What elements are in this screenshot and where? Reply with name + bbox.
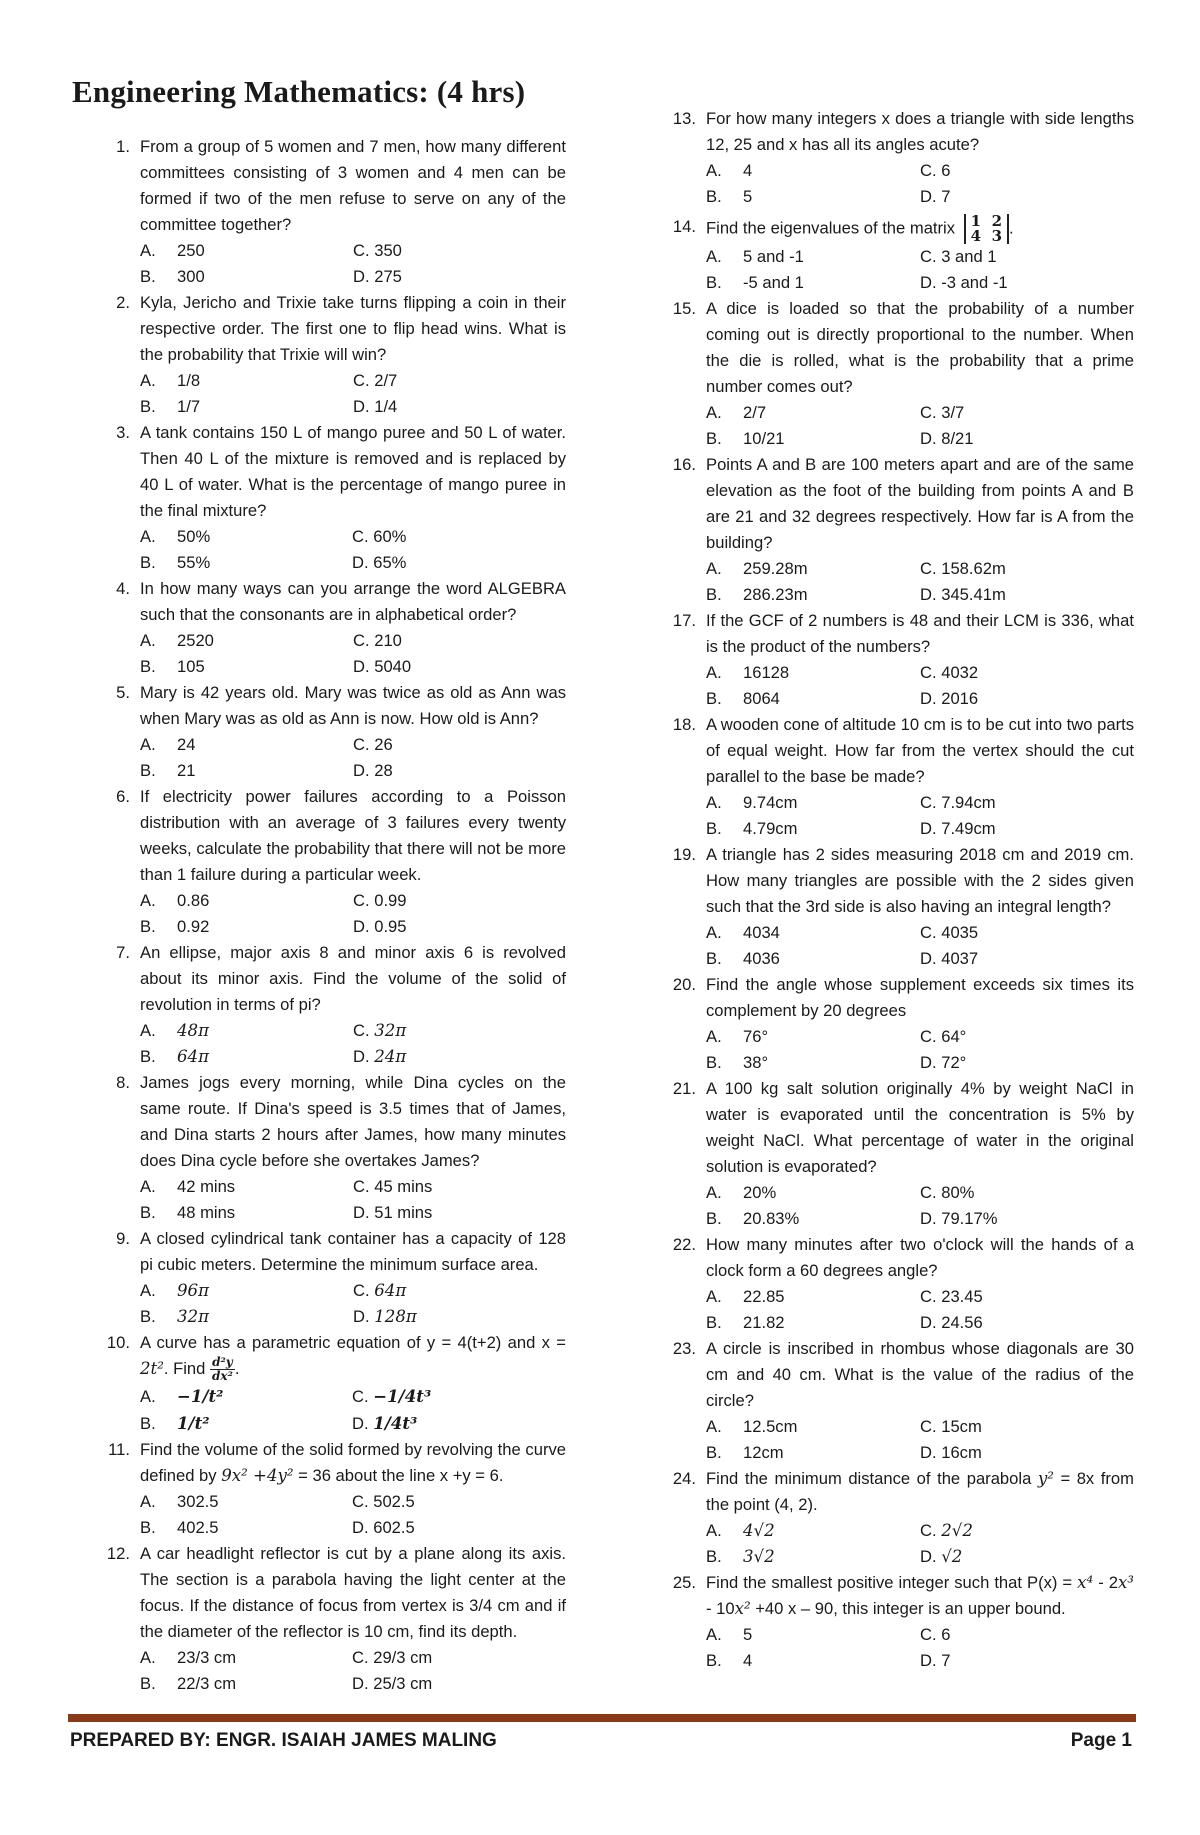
question-6 bbox=[100, 784, 566, 940]
option-d: D. 51 mins bbox=[353, 1203, 433, 1222]
question-2 bbox=[100, 290, 566, 420]
option-b: B. 64π bbox=[140, 1047, 210, 1066]
option-d: D. -3 and -1 bbox=[920, 273, 1008, 292]
option-d: D. 24.56 bbox=[920, 1313, 983, 1332]
option-d: D. 8/21 bbox=[920, 429, 974, 448]
question-number: 17. bbox=[672, 611, 696, 630]
question-text: A circle is inscribed in rhombus whose diagonals are 30 cm and 40 cm. What is the value of the radius of the circle? bbox=[706, 1339, 1134, 1410]
options bbox=[706, 1284, 1134, 1336]
option-a: A. 4034 bbox=[706, 923, 780, 942]
option-b: B. 10/21 bbox=[706, 429, 785, 448]
options bbox=[140, 628, 566, 680]
question-text: How many minutes after two o'clock will the hands of a clock form a 60 degrees angle? bbox=[706, 1235, 1134, 1280]
option-a: A. 250 bbox=[140, 241, 205, 260]
options bbox=[140, 1278, 566, 1330]
question-9 bbox=[100, 1226, 566, 1330]
question-4 bbox=[100, 576, 566, 680]
option-b: B. 21 bbox=[140, 761, 196, 780]
option-d: D. 7 bbox=[920, 187, 951, 206]
question-text: A closed cylindrical tank container has a capacity of 128 pi cubic meters. Determine the minimum surface area. bbox=[140, 1229, 566, 1274]
option-b: B. 48 mins bbox=[140, 1203, 236, 1222]
footer-page-number: Page 1 bbox=[1070, 1730, 1132, 1751]
options bbox=[706, 158, 1134, 210]
question-10 bbox=[100, 1330, 566, 1437]
option-b: B. 286.23m bbox=[706, 585, 808, 604]
option-a: A. 5 and -1 bbox=[706, 247, 804, 266]
option-d: D. 1/4 bbox=[353, 397, 398, 416]
option-a: A. 76° bbox=[706, 1027, 769, 1046]
question-number: 25. bbox=[672, 1573, 696, 1592]
option-d: D. 72° bbox=[920, 1053, 967, 1072]
options bbox=[140, 1018, 566, 1070]
question-text: A 100 kg salt solution originally 4% by weight NaCl in water is evaporated until the concentration is 5% by weight NaCl. What percentage of water in the original solution is evaporated? bbox=[706, 1079, 1134, 1176]
question-number: 13. bbox=[672, 109, 696, 128]
option-a: A. 50% bbox=[140, 527, 211, 546]
option-d: D. 5040 bbox=[353, 657, 412, 676]
question-14 bbox=[666, 214, 1134, 296]
option-a: A. 1/8 bbox=[140, 371, 201, 390]
option-c: C. 80% bbox=[920, 1183, 975, 1202]
matrix: 1 2 4 3 bbox=[964, 214, 1009, 244]
options bbox=[140, 1383, 566, 1437]
option-d: D. √2 bbox=[920, 1547, 963, 1566]
option-b: B. 38° bbox=[706, 1053, 769, 1072]
option-b: B. 20.83% bbox=[706, 1209, 800, 1228]
option-c: C. 64° bbox=[920, 1027, 967, 1046]
option-d: D. 24π bbox=[353, 1047, 407, 1066]
option-c: C. 45 mins bbox=[353, 1177, 433, 1196]
question-text: Mary is 42 years old. Mary was twice as old as Ann was when Mary was as old as Ann is now. How old is Ann? bbox=[140, 683, 566, 728]
option-a: A. 12.5cm bbox=[706, 1417, 798, 1436]
options bbox=[706, 1414, 1134, 1466]
question-11 bbox=[100, 1437, 566, 1541]
option-c: C. 26 bbox=[353, 735, 393, 754]
question-number: 16. bbox=[672, 455, 696, 474]
option-a: A. −1/t² bbox=[140, 1386, 224, 1407]
question-number: 4. bbox=[116, 579, 130, 598]
option-a: A. 2/7 bbox=[706, 403, 767, 422]
question-5 bbox=[100, 680, 566, 784]
question-number: 3. bbox=[116, 423, 130, 442]
option-a: A. 259.28m bbox=[706, 559, 808, 578]
question-number: 5. bbox=[116, 683, 130, 702]
question-1 bbox=[100, 134, 566, 290]
question-text: A tank contains 150 L of mango puree and 50 L of water. Then 40 L of the mixture is removed and is replaced by 40 L of water. What is the percentage of mango puree in the final mixture? bbox=[140, 423, 566, 520]
options bbox=[140, 368, 566, 420]
option-b: B. 22/3 cm bbox=[140, 1674, 237, 1694]
question-number: 23. bbox=[672, 1339, 696, 1358]
option-c: C. 29/3 cm bbox=[352, 1648, 433, 1668]
question-23 bbox=[666, 1336, 1134, 1466]
question-22 bbox=[666, 1232, 1134, 1336]
option-c: C. 4032 bbox=[920, 663, 979, 682]
option-a: A. 20% bbox=[706, 1183, 777, 1202]
right-column bbox=[666, 106, 1134, 1674]
option-b: B. 12cm bbox=[706, 1443, 784, 1462]
options bbox=[706, 556, 1134, 608]
option-c: C. 350 bbox=[353, 241, 402, 260]
option-b: B. 105 bbox=[140, 657, 205, 676]
options bbox=[706, 244, 1134, 296]
option-b: B. 32π bbox=[140, 1307, 210, 1326]
question-12 bbox=[100, 1541, 566, 1697]
option-a: A. 302.5 bbox=[140, 1492, 219, 1512]
question-20 bbox=[666, 972, 1134, 1076]
option-c: C. 64π bbox=[353, 1281, 407, 1300]
option-c: C. 23.45 bbox=[920, 1287, 983, 1306]
footer-rule bbox=[68, 1714, 1136, 1722]
options bbox=[140, 1645, 566, 1697]
question-number: 19. bbox=[672, 845, 696, 864]
option-c: C. 6 bbox=[920, 161, 951, 180]
question-number: 11. bbox=[108, 1440, 130, 1460]
option-b: B. 4036 bbox=[706, 949, 780, 968]
option-c: C. 6 bbox=[920, 1625, 951, 1644]
option-a: A. 0.86 bbox=[140, 891, 210, 910]
option-b: B. 4.79cm bbox=[706, 819, 798, 838]
left-column bbox=[100, 134, 566, 1697]
option-a: A. 96π bbox=[140, 1281, 210, 1300]
question-text: If the GCF of 2 numbers is 48 and their LCM is 336, what is the product of the numbers? bbox=[706, 611, 1134, 656]
option-d: D. 275 bbox=[353, 267, 402, 286]
question-number: 1. bbox=[116, 137, 130, 156]
question-number: 14. bbox=[672, 217, 696, 236]
question-15 bbox=[666, 296, 1134, 452]
question-number: 12. bbox=[106, 1544, 130, 1564]
option-c: C. 4035 bbox=[920, 923, 979, 942]
option-d: D. 1/4t³ bbox=[352, 1413, 418, 1434]
option-d: D. 7.49cm bbox=[920, 819, 996, 838]
options bbox=[706, 1024, 1134, 1076]
option-a: A. 9.74cm bbox=[706, 793, 798, 812]
options bbox=[140, 888, 566, 940]
question-number: 8. bbox=[116, 1073, 130, 1092]
question-text: In how many ways can you arrange the word ALGEBRA such that the consonants are in alphabetical order? bbox=[140, 579, 566, 624]
question-number: 18. bbox=[672, 715, 696, 734]
question-text: Find the minimum distance of the parabola y² = 8x from the point (4, 2). bbox=[706, 1469, 1134, 1514]
option-c: C. 210 bbox=[353, 631, 402, 650]
question-number: 20. bbox=[672, 975, 696, 994]
options bbox=[706, 400, 1134, 452]
option-c: C. 7.94cm bbox=[920, 793, 996, 812]
option-c: C. 3/7 bbox=[920, 403, 965, 422]
option-d: D. 2016 bbox=[920, 689, 979, 708]
question-number: 21. bbox=[672, 1079, 696, 1098]
option-c: C. 3 and 1 bbox=[920, 247, 997, 266]
question-number: 2. bbox=[116, 293, 130, 312]
question-text: From a group of 5 women and 7 men, how many different committees consisting of 3 women and 4 men can be formed if two of the men refuse to serve on any of the committee together? bbox=[140, 137, 566, 234]
option-b: B. 55% bbox=[140, 553, 211, 572]
question-number: 15. bbox=[672, 299, 696, 318]
options bbox=[706, 1518, 1134, 1570]
option-b: B. -5 and 1 bbox=[706, 273, 804, 292]
option-d: D. 0.95 bbox=[353, 917, 407, 936]
question-number: 22. bbox=[672, 1235, 696, 1254]
option-d: D. 16cm bbox=[920, 1443, 982, 1462]
option-a: A. 42 mins bbox=[140, 1177, 236, 1196]
option-c: C. 2/7 bbox=[353, 371, 398, 390]
question-text: For how many integers x does a triangle with side lengths 12, 25 and x has all its angles acute? bbox=[706, 109, 1134, 154]
option-a: A. 5 bbox=[706, 1625, 753, 1644]
question-17 bbox=[666, 608, 1134, 712]
option-d: D. 79.17% bbox=[920, 1209, 998, 1228]
question-number: 6. bbox=[116, 787, 130, 806]
question-16 bbox=[666, 452, 1134, 608]
question-3 bbox=[100, 420, 566, 576]
option-a: A. 24 bbox=[140, 735, 196, 754]
option-c: C. 158.62m bbox=[920, 559, 1006, 578]
options bbox=[140, 1489, 566, 1541]
question-8 bbox=[100, 1070, 566, 1226]
option-b: B. 1/7 bbox=[140, 397, 201, 416]
question-text: Find the eigenvalues of the matrix 1 2 4 3 . bbox=[706, 212, 1014, 245]
option-c: C. 0.99 bbox=[353, 891, 407, 910]
question-18 bbox=[666, 712, 1134, 842]
option-d: D. 4037 bbox=[920, 949, 979, 968]
question-text: Find the volume of the solid formed by revolving the curve defined by 9x² +4y² = 36 about the line x +y = 6. bbox=[140, 1440, 566, 1486]
option-a: A. 4√2 bbox=[706, 1521, 775, 1540]
option-d: D. 25/3 cm bbox=[352, 1674, 433, 1694]
option-a: A. 2520 bbox=[140, 631, 214, 650]
option-b: B. 402.5 bbox=[140, 1518, 219, 1538]
question-text: James jogs every morning, while Dina cycles on the same route. If Dina's speed is 3.5 times that of James, and Dina starts 2 hours after James, how many minutes does Dina cycle before she overtakes James? bbox=[140, 1073, 566, 1170]
option-a: A. 48π bbox=[140, 1021, 210, 1040]
question-7 bbox=[100, 940, 566, 1070]
question-25 bbox=[666, 1570, 1134, 1674]
option-c: C. 60% bbox=[352, 527, 407, 546]
option-c: C. −1/4t³ bbox=[352, 1386, 432, 1407]
question-21 bbox=[666, 1076, 1134, 1232]
question-number: 10. bbox=[106, 1333, 130, 1352]
question-text: Kyla, Jericho and Trixie take turns flipping a coin in their respective order. The first one to flip head wins. What is the probability that Trixie will win? bbox=[140, 293, 566, 364]
options bbox=[706, 1622, 1134, 1674]
page-title: Engineering Mathematics: (4 hrs) bbox=[72, 74, 526, 109]
question-text: Find the smallest positive integer such that P(x) = x⁴ - 2x³ - 10x² +40 x – 90, this integer is an upper bound. bbox=[706, 1573, 1134, 1618]
option-a: A. 22.85 bbox=[706, 1287, 785, 1306]
option-b: B. 1/t² bbox=[140, 1413, 210, 1434]
question-text: A wooden cone of altitude 10 cm is to be cut into two parts of equal weight. How far from the vertex should the cut parallel to the base be made? bbox=[706, 715, 1135, 786]
question-text: A dice is loaded so that the probability of a number coming out is directly proportional to the number. When the die is rolled, what is the probability that a prime number comes out? bbox=[706, 299, 1134, 396]
option-d: D. 128π bbox=[353, 1307, 417, 1326]
question-text: Points A and B are 100 meters apart and are of the same elevation as the foot of the building from points A and B are 21 and 32 degrees respectively. How far is A from the building? bbox=[706, 455, 1134, 552]
question-text: If electricity power failures according to a Poisson distribution with an average of 3 failures every twenty weeks, calculate the probability that there will not be more than 1 failure during a particular week. bbox=[140, 787, 566, 884]
options bbox=[706, 790, 1134, 842]
option-d: D. 7 bbox=[920, 1651, 951, 1670]
options bbox=[140, 524, 566, 576]
question-text: A curve has a parametric equation of y = 4(t+2) and x = 2t². Find $\frac{\text{d²y}}{\text{dx²}}$ . bbox=[140, 1333, 566, 1384]
question-text: A car headlight reflector is cut by a plane along its axis. The section is a parabola having the light center at the focus. If the distance of focus from vertex is 3/4 cm and if the diameter of the reflector is 10 cm, find its depth. bbox=[140, 1544, 566, 1642]
options bbox=[706, 1180, 1134, 1232]
option-d: D. 345.41m bbox=[920, 585, 1006, 604]
options bbox=[706, 920, 1134, 972]
option-b: B. 4 bbox=[706, 1651, 753, 1670]
question-24 bbox=[666, 1466, 1134, 1570]
option-a: A. 23/3 cm bbox=[140, 1648, 237, 1668]
option-c: C. 32π bbox=[353, 1021, 407, 1040]
question-number: 24. bbox=[672, 1469, 696, 1488]
option-b: B. 300 bbox=[140, 267, 205, 286]
option-b: B. 0.92 bbox=[140, 917, 210, 936]
option-b: B. 8064 bbox=[706, 689, 780, 708]
option-d: D. 602.5 bbox=[352, 1518, 415, 1538]
option-c: C. 502.5 bbox=[352, 1492, 415, 1512]
question-19 bbox=[666, 842, 1134, 972]
options bbox=[140, 238, 566, 290]
option-b: B. 5 bbox=[706, 187, 753, 206]
footer-prepared-by: PREPARED BY: ENGR. ISAIAH JAMES MALING bbox=[70, 1730, 497, 1751]
question-13 bbox=[666, 106, 1134, 210]
options bbox=[140, 1174, 566, 1226]
fraction-d2y-dx2: $\frac{\text{d²y}}{\text{dx²}}$ bbox=[212, 1355, 233, 1384]
option-c: C. 2√2 bbox=[920, 1521, 973, 1540]
option-a: A. 4 bbox=[706, 161, 753, 180]
question-number: 7. bbox=[116, 943, 130, 962]
question-text: Find the angle whose supplement exceeds six times its complement by 20 degrees bbox=[706, 975, 1134, 1020]
question-text: An ellipse, major axis 8 and minor axis 6 is revolved about its minor axis. Find the volume of the solid of revolution in terms of pi? bbox=[140, 943, 566, 1014]
question-number: 9. bbox=[116, 1229, 130, 1248]
option-c: C. 15cm bbox=[920, 1417, 982, 1436]
question-text: A triangle has 2 sides measuring 2018 cm and 2019 cm. How many triangles are possible with the 2 sides given such that the 3rd side is also having an integral length? bbox=[706, 845, 1134, 916]
option-a: A. 16128 bbox=[706, 663, 790, 682]
option-b: B. 21.82 bbox=[706, 1313, 785, 1332]
options bbox=[140, 732, 566, 784]
option-b: B. 3√2 bbox=[706, 1547, 775, 1566]
option-d: D. 65% bbox=[352, 553, 407, 572]
options bbox=[706, 660, 1134, 712]
option-d: D. 28 bbox=[353, 761, 393, 780]
